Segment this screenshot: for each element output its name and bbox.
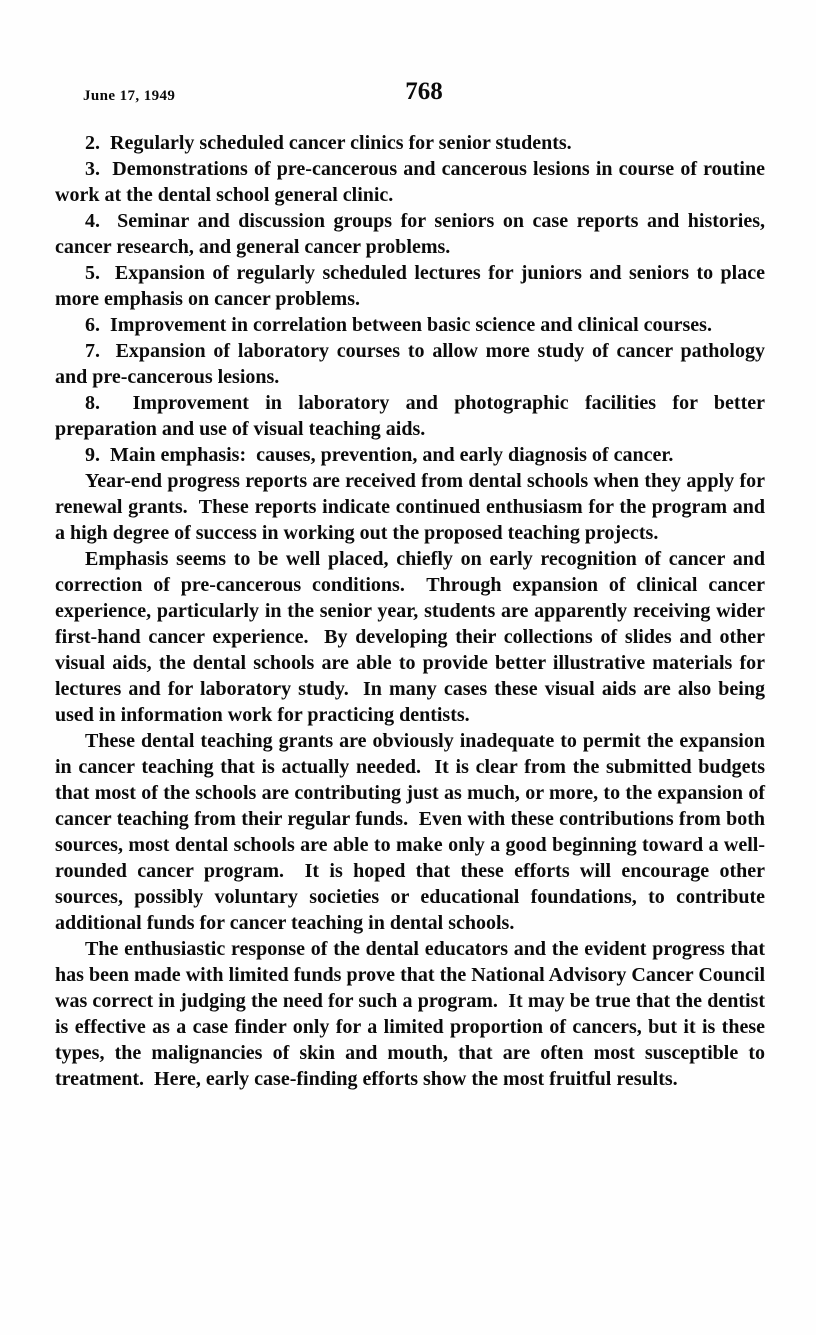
paragraph-grants-inadequate: These dental teaching grants are obviously inadequate to permit the expansion in cancer teaching that is actually needed. It is clear from the submitted budgets that most of the schools are contributing just as much, or more, to the expansion of cancer teaching from their regular funds. Even with these contributions from both sources, most dental schools are able to make only a good beginning toward a well-rounded cancer program. It is hoped that these efforts will encourage other sources, possibly voluntary societies or educational foundations, to contribute additional funds for cancer teaching in dental schools. (55, 730, 770, 934)
list-item-9: 9. Main emphasis: causes, prevention, and early diagnosis of cancer. (85, 444, 674, 466)
list-item-3: 3. Demonstrations of pre-cancerous and cancerous lesions in course of routine work at the dental school general clinic. (55, 158, 770, 206)
list-item-7: 7. Expansion of laboratory courses to allow more study of cancer pathology and pre-cancerous lesions. (55, 340, 770, 388)
issue-date: June 17, 1949 (83, 88, 176, 104)
page-header (0, 78, 816, 112)
page-number: 768 (405, 78, 443, 105)
list-item-2: 2. Regularly scheduled cancer clinics for senior students. (85, 132, 572, 154)
list-item-5: 5. Expansion of regularly scheduled lectures for juniors and seniors to place more emphasis on cancer problems. (55, 262, 770, 310)
list-item-8: 8. Improvement in laboratory and photographic facilities for better preparation and use of visual teaching aids. (55, 392, 770, 440)
document-body (55, 130, 770, 1092)
list-item-6: 6. Improvement in correlation between basic science and clinical courses. (85, 314, 712, 336)
list-item-4: 4. Seminar and discussion groups for seniors on case reports and histories, cancer research, and general cancer problems. (55, 210, 770, 258)
paragraph-emphasis: Emphasis seems to be well placed, chiefly on early recognition of cancer and correction of pre-cancerous conditions. Through expansion of clinical cancer experience, particularly in the senior year, students are apparently receiving wider first-hand cancer experience. By developing their collections of slides and other visual aids, the dental schools are able to provide better illustrative materials for lectures and for laboratory study. In many cases these visual aids are also being used in information work for practicing dentists. (55, 548, 770, 726)
paragraph-enthusiastic-response: The enthusiastic response of the dental educators and the evident progress that has been made with limited funds prove that the National Advisory Cancer Council was correct in judging the need for such a program. It may be true that the dentist is effective as a case finder only for a limited proportion of cancers, but it is these types, the malignancies of skin and mouth, that are often most susceptible to treatment. Here, early case-finding efforts show the most fruitful results. (55, 938, 770, 1090)
paragraph-year-end-reports: Year-end progress reports are received from dental schools when they apply for renewal grants. These reports indicate continued enthusiasm for the program and a high degree of success in working out the proposed teaching projects. (55, 470, 770, 544)
